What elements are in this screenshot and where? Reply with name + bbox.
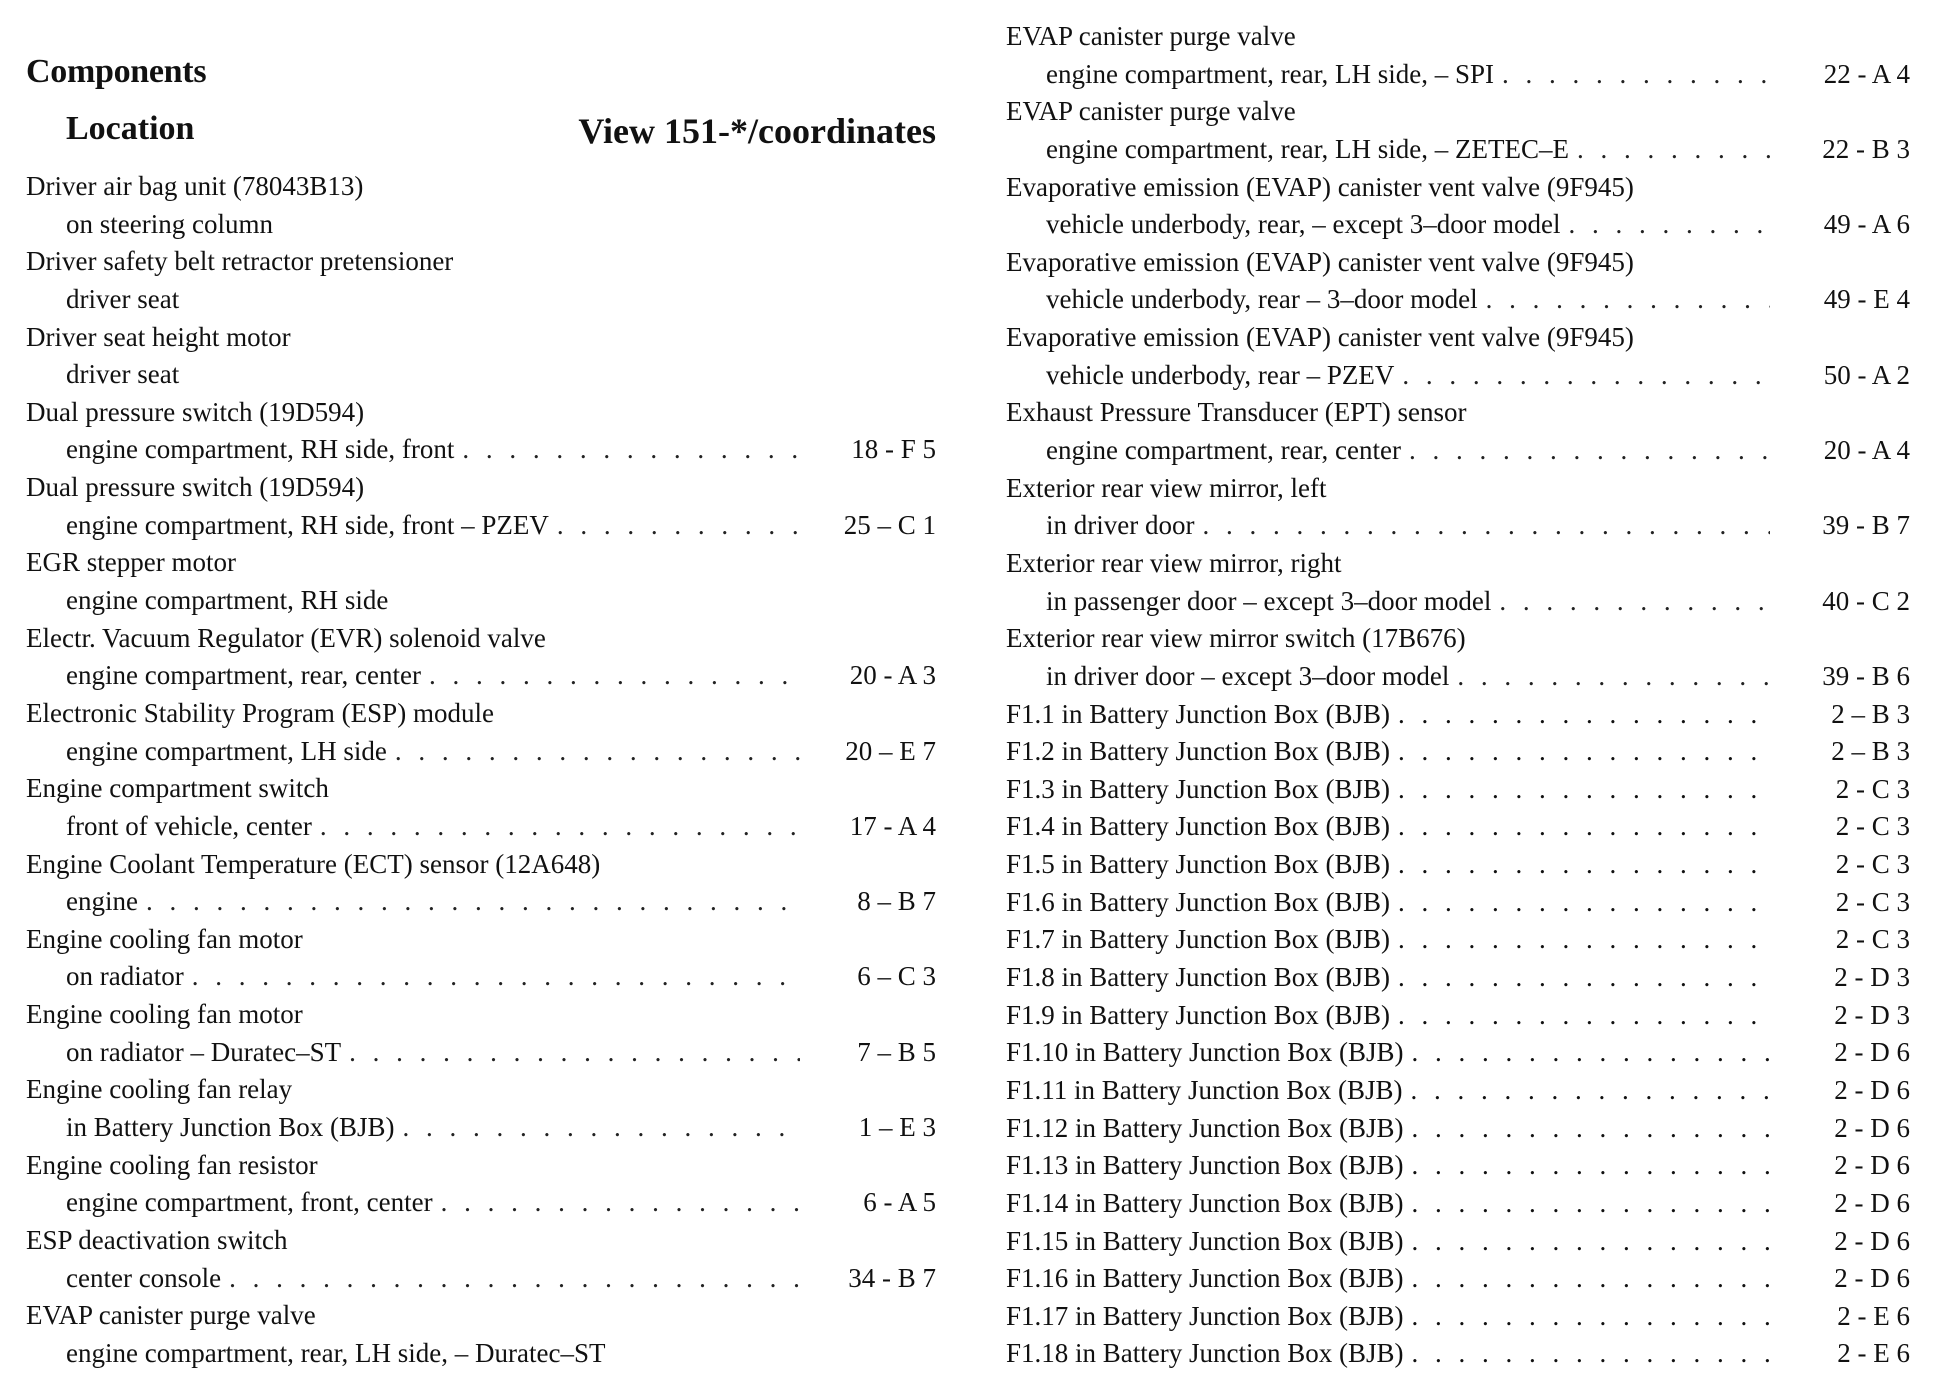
dot-leader [1398, 808, 1770, 846]
component-location: engine compartment, rear, LH side, – SPI [1046, 58, 1495, 89]
fuse-name: F1.7 in Battery Junction Box (BJB) [1006, 924, 1390, 955]
component-entry [1006, 319, 1910, 394]
dot-leader [1398, 921, 1770, 959]
dot-leader [1502, 56, 1770, 94]
dot-leader [1412, 1335, 1771, 1373]
component-name: Driver safety belt retractor pretensioner [26, 246, 454, 277]
dot-leader [1499, 583, 1770, 621]
dot-leader [1402, 357, 1770, 395]
component-name: Engine cooling fan motor [26, 923, 303, 954]
view-coordinate: 2 – B 3 [1831, 736, 1910, 767]
component-name: Engine cooling fan motor [26, 999, 303, 1030]
dot-leader [229, 1260, 800, 1298]
dot-leader [1412, 1223, 1771, 1261]
fuse-name: F1.10 in Battery Junction Box (BJB) [1006, 1037, 1404, 1068]
component-entry [26, 770, 936, 845]
component-location: front of vehicle, center [66, 810, 312, 841]
component-location: engine compartment, RH side [66, 585, 389, 616]
dot-leader [1398, 696, 1770, 734]
dot-leader [1398, 733, 1770, 771]
component-entry [26, 1147, 936, 1222]
view-coordinate: 2 - C 3 [1835, 886, 1910, 917]
fuse-entry [1006, 1185, 1910, 1223]
fuse-entry [1006, 696, 1910, 734]
dot-leader [1412, 1147, 1771, 1185]
fuse-name: F1.11 in Battery Junction Box (BJB) [1006, 1074, 1403, 1105]
dot-leader [1486, 281, 1770, 319]
view-coordinate: 2 - D 6 [1834, 1074, 1910, 1105]
fuse-entry [1006, 808, 1910, 846]
component-location: in Battery Junction Box (BJB) [66, 1112, 395, 1143]
view-coordinate: 22 - B 3 [1822, 133, 1910, 164]
component-name: EGR stepper motor [26, 547, 236, 578]
component-entry [26, 1297, 936, 1372]
component-name: Dual pressure switch (19D594) [26, 396, 365, 427]
dot-leader [557, 507, 800, 545]
fuse-name: F1.4 in Battery Junction Box (BJB) [1006, 811, 1390, 842]
component-location-row [26, 733, 936, 771]
view-coordinate: 2 - E 6 [1837, 1300, 1910, 1331]
component-location: in passenger door – except 3–door model [1046, 585, 1492, 616]
fuse-entry [1006, 1223, 1910, 1261]
view-coordinate: 2 - C 3 [1835, 811, 1910, 842]
fuse-entry [1006, 1072, 1910, 1110]
view-coordinate: 8 – B 7 [857, 886, 936, 917]
dot-leader [1457, 658, 1770, 696]
component-name: Engine cooling fan resistor [26, 1149, 318, 1180]
column-headings [26, 110, 936, 154]
component-location: on steering column [66, 208, 273, 239]
view-coordinate: 49 - E 4 [1823, 284, 1910, 315]
component-location: center console [66, 1262, 222, 1293]
component-location-row [26, 1335, 936, 1373]
component-name: EVAP canister purge valve [26, 1300, 316, 1331]
dot-leader [462, 431, 800, 469]
component-entry [1006, 620, 1910, 695]
fuse-name: F1.8 in Battery Junction Box (BJB) [1006, 962, 1390, 993]
component-name: EVAP canister purge valve [1006, 96, 1296, 127]
view-coordinates-heading: View 151-*/coordinates [578, 111, 936, 151]
view-coordinate: 2 - D 6 [1834, 1225, 1910, 1256]
component-entry [26, 1222, 936, 1297]
component-location-row [1006, 583, 1910, 621]
dot-leader [1412, 1260, 1771, 1298]
component-entry [1006, 394, 1910, 469]
fuse-name: F1.2 in Battery Junction Box (BJB) [1006, 736, 1390, 767]
dot-leader [1398, 884, 1770, 922]
component-entry [26, 996, 936, 1071]
view-coordinate: 50 - A 2 [1823, 359, 1910, 390]
component-location: engine compartment, LH side [66, 735, 387, 766]
dot-leader [1398, 997, 1770, 1035]
component-entry [1006, 18, 1910, 93]
view-coordinate: 6 - A 5 [863, 1187, 936, 1218]
component-location: vehicle underbody, rear, – except 3–door model [1046, 209, 1561, 240]
view-coordinate: 2 - D 6 [1834, 1187, 1910, 1218]
component-location: engine compartment, rear, center [1046, 435, 1401, 466]
view-coordinate: 2 - D 6 [1834, 1037, 1910, 1068]
fuse-name: F1.17 in Battery Junction Box (BJB) [1006, 1300, 1404, 1331]
component-location-row [1006, 206, 1910, 244]
dot-leader [1398, 959, 1770, 997]
view-coordinate: 20 – E 7 [845, 735, 936, 766]
component-entry [26, 846, 936, 921]
component-name: Evaporative emission (EVAP) canister vent valve (9F945) [1006, 246, 1634, 277]
fuse-name: F1.9 in Battery Junction Box (BJB) [1006, 999, 1390, 1030]
dot-leader [1568, 206, 1770, 244]
component-location-row [26, 1109, 936, 1147]
component-location: engine compartment, rear, center [66, 660, 421, 691]
dot-leader [441, 1184, 800, 1222]
view-coordinate: 34 - B 7 [848, 1262, 936, 1293]
component-entry [26, 168, 936, 243]
right-component-list [1006, 18, 1910, 1373]
component-location: driver seat [66, 283, 180, 314]
fuse-entry [1006, 1298, 1910, 1336]
fuse-name: F1.5 in Battery Junction Box (BJB) [1006, 849, 1390, 880]
component-name: Exhaust Pressure Transducer (EPT) sensor [1006, 397, 1467, 428]
fuse-entry [1006, 1110, 1910, 1148]
component-location: on radiator [66, 961, 184, 992]
fuse-entry [1006, 1260, 1910, 1298]
fuse-name: F1.12 in Battery Junction Box (BJB) [1006, 1112, 1404, 1143]
component-location-row [26, 958, 936, 996]
component-location-row [26, 507, 936, 545]
view-coordinate: 2 - C 3 [1835, 924, 1910, 955]
component-location-row [1006, 56, 1910, 94]
dot-leader [320, 808, 800, 846]
component-location-row [26, 431, 936, 469]
fuse-entry [1006, 733, 1910, 771]
component-location-row [1006, 281, 1910, 319]
component-name: Exterior rear view mirror switch (17B676) [1006, 623, 1466, 654]
fuse-name: F1.13 in Battery Junction Box (BJB) [1006, 1150, 1404, 1181]
component-location: engine compartment, rear, LH side, – ZETEC–E [1046, 133, 1569, 164]
component-location-row [26, 1034, 936, 1072]
component-location-row [26, 356, 936, 394]
component-location-row [26, 1260, 936, 1298]
view-coordinate: 25 – C 1 [843, 509, 936, 540]
fuse-name: F1.3 in Battery Junction Box (BJB) [1006, 773, 1390, 804]
dot-leader [395, 733, 800, 771]
component-entry [26, 319, 936, 394]
dot-leader [1411, 1072, 1771, 1110]
component-name: Driver air bag unit (78043B13) [26, 171, 364, 201]
dot-leader [192, 958, 800, 996]
fuse-entry [1006, 921, 1910, 959]
component-entry [26, 695, 936, 770]
component-name: Engine cooling fan relay [26, 1074, 293, 1105]
view-coordinate: 40 - C 2 [1822, 585, 1910, 616]
view-coordinate: 2 - D 6 [1834, 1263, 1910, 1294]
view-coordinate: 20 - A 3 [849, 660, 936, 691]
component-entry [1006, 93, 1910, 168]
component-entry [26, 243, 936, 318]
view-coordinate: 39 - B 7 [1822, 510, 1910, 541]
component-entry [26, 544, 936, 619]
component-location: engine compartment, front, center [66, 1187, 433, 1218]
dot-leader [146, 883, 800, 921]
view-coordinate: 17 - A 4 [849, 810, 936, 841]
component-name: Driver seat height motor [26, 321, 291, 352]
dot-leader [1412, 1185, 1771, 1223]
component-location-row [26, 657, 936, 695]
component-name: Electr. Vacuum Regulator (EVR) solenoid valve [26, 622, 546, 653]
component-location-row [26, 206, 936, 244]
component-location: in driver door – except 3–door model [1046, 660, 1450, 691]
component-location-row [1006, 432, 1910, 470]
component-entry [1006, 169, 1910, 244]
component-entry [26, 620, 936, 695]
dot-leader [1398, 846, 1770, 884]
component-location-row [26, 883, 936, 921]
component-entry [1006, 470, 1910, 545]
view-coordinate: 49 - A 6 [1823, 209, 1910, 240]
fuse-name: F1.1 in Battery Junction Box (BJB) [1006, 698, 1390, 729]
view-coordinate: 2 - D 6 [1834, 1112, 1910, 1143]
dot-leader [1409, 432, 1770, 470]
component-location-row [1006, 658, 1910, 696]
component-location-row [1006, 507, 1910, 545]
view-coordinate: 39 - B 6 [1822, 660, 1910, 691]
view-coordinate: 2 - C 3 [1835, 849, 1910, 880]
component-name: Exterior rear view mirror, right [1006, 547, 1342, 578]
dot-leader [402, 1109, 800, 1147]
fuse-entry [1006, 771, 1910, 809]
fuse-entry [1006, 884, 1910, 922]
component-entry [1006, 244, 1910, 319]
view-coordinate: 22 - A 4 [1823, 58, 1910, 89]
component-location: on radiator – Duratec–ST [66, 1036, 342, 1067]
view-coordinate: 2 - C 3 [1835, 773, 1910, 804]
view-coordinate: 2 - D 6 [1834, 1150, 1910, 1181]
component-location: driver seat [66, 359, 180, 390]
view-coordinate: 2 - D 3 [1834, 999, 1910, 1030]
component-location: engine compartment, RH side, front – PZEV [66, 509, 549, 540]
component-entry [26, 1071, 936, 1146]
component-name: EVAP canister purge valve [1006, 21, 1296, 51]
fuse-entry [1006, 1147, 1910, 1185]
dot-leader [1412, 1298, 1771, 1336]
dot-leader [349, 1034, 800, 1072]
component-location: engine compartment, rear, LH side, – Duratec–ST [66, 1337, 606, 1368]
component-name: Engine compartment switch [26, 773, 329, 804]
left-component-list [26, 168, 936, 1373]
component-name: Exterior rear view mirror, left [1006, 472, 1327, 503]
component-entry [26, 921, 936, 996]
view-coordinate: 7 – B 5 [857, 1036, 936, 1067]
view-coordinate: 2 - D 3 [1834, 962, 1910, 993]
component-name: Evaporative emission (EVAP) canister vent valve (9F945) [1006, 171, 1634, 202]
dot-leader [1412, 1034, 1771, 1072]
component-name: Dual pressure switch (19D594) [26, 472, 365, 503]
component-location-row [26, 281, 936, 319]
location-heading: Location [66, 110, 195, 147]
component-location: vehicle underbody, rear – PZEV [1046, 359, 1395, 390]
dot-leader [1412, 1110, 1771, 1148]
component-location-row [26, 1184, 936, 1222]
component-name: Evaporative emission (EVAP) canister vent valve (9F945) [1006, 322, 1634, 353]
view-coordinate: 1 – E 3 [858, 1112, 936, 1143]
view-coordinate: 6 – C 3 [857, 961, 936, 992]
component-entry [26, 394, 936, 469]
fuse-entry [1006, 959, 1910, 997]
fuse-name: F1.6 in Battery Junction Box (BJB) [1006, 886, 1390, 917]
component-location: in driver door [1046, 510, 1195, 541]
component-name: ESP deactivation switch [26, 1224, 288, 1255]
view-coordinate: 20 - A 4 [1823, 435, 1910, 466]
component-name: Electronic Stability Program (ESP) module [26, 697, 494, 728]
component-location-row [26, 582, 936, 620]
fuse-name: F1.18 in Battery Junction Box (BJB) [1006, 1338, 1404, 1369]
view-coordinate: 2 - E 6 [1837, 1338, 1910, 1369]
component-location: engine [66, 886, 138, 917]
fuse-entry [1006, 846, 1910, 884]
component-location-row [26, 808, 936, 846]
view-coordinate: 2 – B 3 [1831, 698, 1910, 729]
fuse-name: F1.16 in Battery Junction Box (BJB) [1006, 1263, 1404, 1294]
view-coordinate: 18 - F 5 [851, 434, 936, 465]
component-entry [1006, 545, 1910, 620]
fuse-entry [1006, 1335, 1910, 1373]
component-entry [26, 469, 936, 544]
component-location: vehicle underbody, rear – 3–door model [1046, 284, 1478, 315]
component-location: engine compartment, RH side, front [66, 434, 455, 465]
dot-leader [1577, 131, 1770, 169]
component-name: Engine Coolant Temperature (ECT) sensor (12A648) [26, 848, 601, 879]
section-title: Components [26, 53, 207, 90]
dot-leader [429, 657, 800, 695]
dot-leader [1398, 771, 1770, 809]
fuse-name: F1.14 in Battery Junction Box (BJB) [1006, 1187, 1404, 1218]
fuse-entry [1006, 997, 1910, 1035]
fuse-entry [1006, 1034, 1910, 1072]
dot-leader [1202, 507, 1770, 545]
component-location-row [1006, 131, 1910, 169]
component-location-row [1006, 357, 1910, 395]
fuse-name: F1.15 in Battery Junction Box (BJB) [1006, 1225, 1404, 1256]
